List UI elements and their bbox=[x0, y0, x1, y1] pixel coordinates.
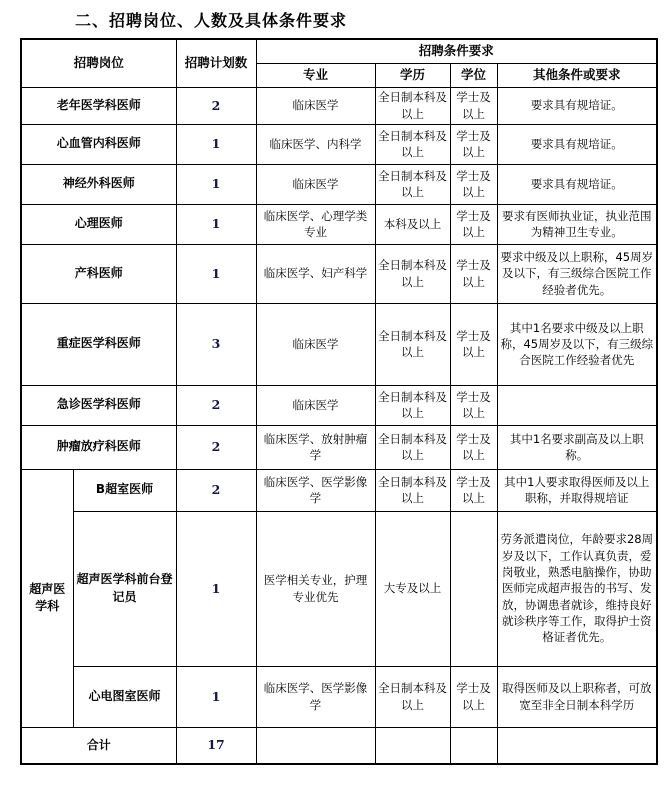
total-row bbox=[21, 727, 657, 764]
empty-cell bbox=[256, 727, 375, 764]
table-row bbox=[21, 244, 657, 303]
plan-cell: 1 bbox=[176, 164, 256, 204]
total-label-cell: 合计 bbox=[21, 727, 176, 764]
plan-cell: 1 bbox=[176, 511, 256, 666]
other-cell: 要求具有规培证。 bbox=[497, 87, 657, 124]
degree-cell: 学士及以上 bbox=[450, 87, 497, 124]
position-cell: 心电图室医师 bbox=[73, 666, 176, 727]
education-cell: 全日制本科及以上 bbox=[375, 469, 450, 511]
education-cell: 全日制本科及以上 bbox=[375, 385, 450, 425]
education-cell: 大专及以上 bbox=[375, 511, 450, 666]
major-cell: 临床医学、医学影像学 bbox=[256, 666, 375, 727]
header-conditions: 招聘条件要求 bbox=[256, 39, 657, 63]
position-cell: 神经外科医师 bbox=[21, 164, 176, 204]
other-cell: 要求具有规培证。 bbox=[497, 124, 657, 164]
major-cell: 临床医学、医学影像学 bbox=[256, 469, 375, 511]
other-cell: 要求具有规培证。 bbox=[497, 164, 657, 204]
other-cell: 要求有医师执业证，执业范围为精神卫生专业。 bbox=[497, 204, 657, 244]
major-cell: 临床医学、放射肿瘤学 bbox=[256, 425, 375, 469]
position-cell: 心血管内科医师 bbox=[21, 124, 176, 164]
plan-cell: 1 bbox=[176, 204, 256, 244]
header-plan: 招聘计划数 bbox=[176, 39, 256, 87]
education-cell: 本科及以上 bbox=[375, 204, 450, 244]
plan-cell: 2 bbox=[176, 87, 256, 124]
other-cell bbox=[497, 385, 657, 425]
table-row bbox=[21, 164, 657, 204]
table-row bbox=[21, 666, 657, 727]
plan-cell: 2 bbox=[176, 385, 256, 425]
total-plan-cell: 17 bbox=[176, 727, 256, 764]
table-row bbox=[21, 303, 657, 385]
education-cell: 全日制本科及以上 bbox=[375, 164, 450, 204]
major-cell: 临床医学、妇产科学 bbox=[256, 244, 375, 303]
education-cell: 全日制本科及以上 bbox=[375, 87, 450, 124]
education-cell: 全日制本科及以上 bbox=[375, 666, 450, 727]
other-cell: 取得医师及以上职称者，可放宽至非全日制本科学历 bbox=[497, 666, 657, 727]
header-degree: 学位 bbox=[450, 63, 497, 87]
degree-cell: 学士及以上 bbox=[450, 124, 497, 164]
table-row bbox=[21, 124, 657, 164]
other-cell: 其中1名要求中级及以上职称，45周岁及以下，有三级综合医院工作经验者优先 bbox=[497, 303, 657, 385]
major-cell: 临床医学 bbox=[256, 87, 375, 124]
recruitment-table bbox=[20, 38, 658, 765]
degree-cell: 学士及以上 bbox=[450, 244, 497, 303]
major-cell: 临床医学 bbox=[256, 303, 375, 385]
position-cell: 肿瘤放疗科医师 bbox=[21, 425, 176, 469]
table-row bbox=[21, 385, 657, 425]
empty-cell bbox=[375, 727, 450, 764]
plan-cell: 2 bbox=[176, 425, 256, 469]
table-row bbox=[21, 204, 657, 244]
header-education: 学历 bbox=[375, 63, 450, 87]
degree-cell: 学士及以上 bbox=[450, 204, 497, 244]
position-cell: 老年医学科医师 bbox=[21, 87, 176, 124]
plan-cell: 1 bbox=[176, 666, 256, 727]
position-cell: 心理医师 bbox=[21, 204, 176, 244]
plan-cell: 2 bbox=[176, 469, 256, 511]
empty-cell bbox=[497, 727, 657, 764]
degree-cell: 学士及以上 bbox=[450, 303, 497, 385]
education-cell: 全日制本科及以上 bbox=[375, 124, 450, 164]
degree-cell: 学士及以上 bbox=[450, 385, 497, 425]
table-row bbox=[21, 511, 657, 666]
table-row bbox=[21, 87, 657, 124]
header-other: 其他条件或要求 bbox=[497, 63, 657, 87]
page-title: 二、招聘岗位、人数及具体条件要求 bbox=[75, 11, 348, 30]
degree-cell bbox=[450, 511, 497, 666]
table-row bbox=[21, 469, 657, 511]
department-group-cell: 超声医学科 bbox=[21, 469, 73, 727]
position-cell: 急诊医学科医师 bbox=[21, 385, 176, 425]
header-position: 招聘岗位 bbox=[21, 39, 176, 87]
major-cell: 医学相关专业，护理专业优先 bbox=[256, 511, 375, 666]
position-cell: 产科医师 bbox=[21, 244, 176, 303]
other-cell: 劳务派遣岗位，年龄要求28周岁及以下，工作认真负责，爱岗敬业，熟悉电脑操作，协助医师完成超声报告的书写、发放，协调患者就诊，维持良好就诊秩序等工作，取得护士资格证者优先。 bbox=[497, 511, 657, 666]
degree-cell: 学士及以上 bbox=[450, 666, 497, 727]
plan-cell: 3 bbox=[176, 303, 256, 385]
other-cell: 其中1人要求取得医师及以上职称，并取得规培证 bbox=[497, 469, 657, 511]
position-cell: B超室医师 bbox=[73, 469, 176, 511]
degree-cell: 学士及以上 bbox=[450, 469, 497, 511]
header-row-1 bbox=[21, 39, 657, 63]
header-major: 专业 bbox=[256, 63, 375, 87]
plan-cell: 1 bbox=[176, 244, 256, 303]
plan-cell: 1 bbox=[176, 124, 256, 164]
other-cell: 要求中级及以上职称，45周岁及以下，有三级综合医院工作经验者优先。 bbox=[497, 244, 657, 303]
education-cell: 全日制本科及以上 bbox=[375, 303, 450, 385]
other-cell: 其中1名要求副高及以上职称。 bbox=[497, 425, 657, 469]
major-cell: 临床医学 bbox=[256, 385, 375, 425]
major-cell: 临床医学 bbox=[256, 164, 375, 204]
major-cell: 临床医学、内科学 bbox=[256, 124, 375, 164]
degree-cell: 学士及以上 bbox=[450, 164, 497, 204]
degree-cell: 学士及以上 bbox=[450, 425, 497, 469]
position-cell: 超声医学科前台登记员 bbox=[73, 511, 176, 666]
table-row bbox=[21, 425, 657, 469]
education-cell: 全日制本科及以上 bbox=[375, 244, 450, 303]
education-cell: 全日制本科及以上 bbox=[375, 425, 450, 469]
position-cell: 重症医学科医师 bbox=[21, 303, 176, 385]
major-cell: 临床医学、心理学类专业 bbox=[256, 204, 375, 244]
empty-cell bbox=[450, 727, 497, 764]
